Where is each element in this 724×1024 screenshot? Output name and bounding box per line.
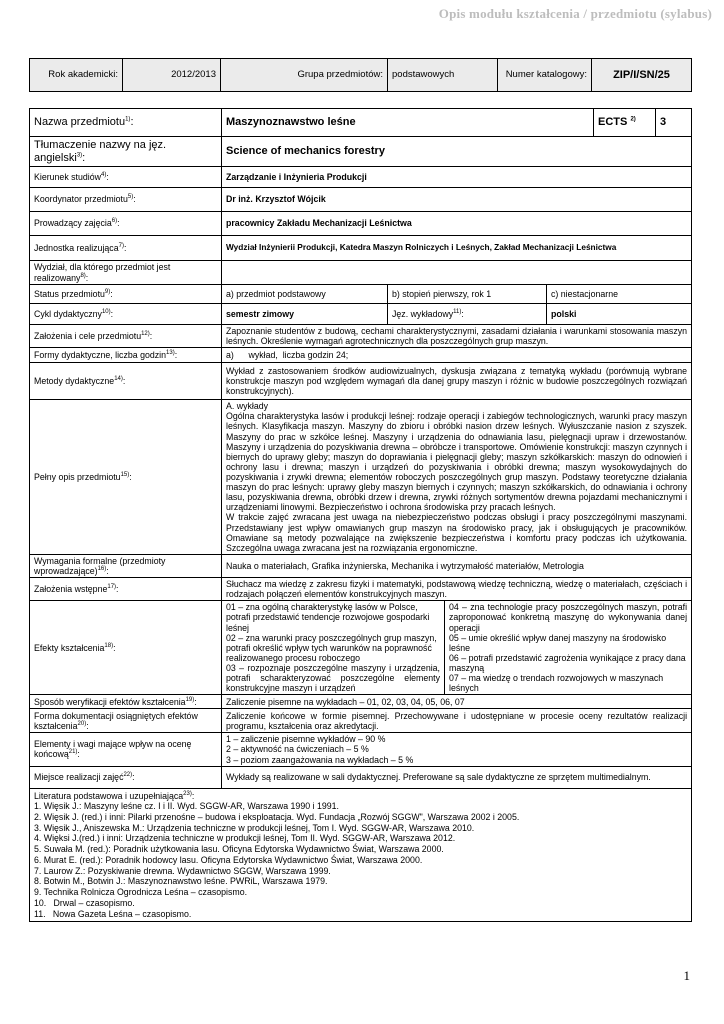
zalw-label-cell: Założenia wstępne$^{17)}$: [30, 578, 222, 601]
lit-item-3: 3. Więsik J., Aniszewska M.: Urządzenia techniczne w produkcji leśnej, Tom I. Wyd. SGGW-AR, Warszawa 2010. [34, 822, 475, 833]
english-name: Science of mechanics forestry [222, 137, 692, 167]
efekt-03: 03 – rozpoznaje poszczególne maszyny i urządzenia, potrafi scharakteryzować poszczególne elementy konstrukcyjne maszyn i urządzeń [226, 662, 440, 694]
efekty-left-cell [222, 601, 445, 695]
nazwa-label-cell: Nazwa przedmiotu$^{1)}$: [30, 109, 222, 137]
spos-label-cell: Sposób weryfikacji efektów kształcenia$^{19)}$: [30, 695, 222, 709]
course-name: Maszynoznawstwo leśne [222, 109, 594, 137]
efekt-05: 05 – umie określić wpływ danej maszyny na środowisko leśne [449, 632, 667, 653]
rok-label: Rok akademicki: [30, 59, 123, 92]
status-a: a) przedmiot podstawowy [222, 285, 388, 304]
cykl-label-cell: Cykl dydaktyczny$^{10)}$: [30, 304, 222, 325]
lit-item-11: 11. Nowa Gazeta Leśna – czasopismo. [34, 908, 192, 919]
jez-label-cell: Jęz. wykładowy$^{11)}$: [388, 304, 547, 325]
zalw-value: Słuchacz ma wiedzę z zakresu fizyki i matematyki, podstawową wiedzę techniczną, wiedzę o materiałach, częściach i rodzajach połączeń elementów konstrukcyjnych maszyn. [222, 578, 692, 601]
forma-label-cell: Forma dokumentacji osiągniętych efektów kształcenia$^{20)}$: [30, 709, 222, 733]
lit-item-8: 8. Botwin M., Botwin J.: Maszynoznawstwo leśne. PWRiL, Warszawa 1979. [34, 876, 328, 887]
syllabus-table [29, 108, 692, 922]
ects-value: 3 [656, 109, 692, 137]
prow-value: pracownicy Zakładu Mechanizacji Leśnictwa [222, 212, 692, 236]
numer-label: Numer katalogowy: [498, 59, 592, 92]
metody-value: Wykład z zastosowaniem środków audiowizualnych, dyskusja związana z tematyką wykładu (porównują wybrane konstrukcje maszyn pod względem wymagań dla danej grupy maszyn i różnic w budowie poszczególnych rozwiązań konstrukcyjnych). [222, 363, 692, 400]
formy-label-cell: Formy dydaktyczne, liczba godzin$^{13)}$: [30, 348, 222, 363]
opis-paragraph-1: Ogólna charakterystyka lasów i produkcji leśnej: rodzaje operacji i zabiegów technologicznych, warunki pracy maszyn leśnych. Klasyfikacja maszyn. Maszyny do zbioru i obróbki nasion drzew leśnych. Wyłuszczanie nasion z szyszek. Maszyny do prac w szkółce leśnej. Maszyny i urządzenia do odnawiania lasu, pielęgnacji upraw i drzewostanów. Maszyny i urządzenia do pozyskiwania drewna – obróbcze i transportowe. Omówienie konstrukcji: maszyn czynnych i biernych do uprawy gleby; maszyn do doprawiania i pielęgnacji gleby; maszyn szkółkarskich: maszyn do odnowień i ochrony lasu i drewna; maszyn i urządzeń do pozyskiwania i obróbki drewna; maszyn wysokowydajnych do pozyskiwania i zrywki drewna; elementów roboczych poszczególnych grup maszyn. Podstawy teoretyczne działania maszyn do prac leśnych: uprawy gleby maszyn biernych i czynnych; maszyn szkółkarskich, do odnawiania i ochrony lasu, pozyskiwania drewna, obróbki drzew i drewna, zrywki różnych sortymentów drewna pojazdami mechanicznymi i urządzeniami linowymi. Bezpieczeństwo i ochrona środowiska przy pracach leśnych. [226, 411, 688, 513]
jedn-label-cell: Jednostka realizująca$^{7)}$: [30, 236, 222, 261]
grupa-value: podstawowych [388, 59, 498, 92]
literature-heading: Literatura podstawowa i uzupełniająca$^{23)}$: [34, 790, 195, 801]
efekt-04: 04 – zna technologie pracy poszczególnych maszyn, potrafi zaproponować konkretną maszynę do wykonywania danej operacji [449, 602, 688, 633]
tlum-label-cell: Tłumaczenie nazwy na jęz. angielski$^{3)}$: [30, 137, 222, 167]
status-label-cell: Status przedmiotu$^{9)}$: [30, 285, 222, 304]
header-info-table [29, 58, 692, 92]
efekt-02: 02 – zna warunki pracy poszczególnych grup maszyn, potrafi określić wpływ tych warunków na poprawność realizowanego procesu roboczego [226, 632, 437, 663]
ects-label: ECTS $^{2)}$ [594, 109, 656, 137]
spos-value: Zaliczenie pisemne na wykładach – 01, 02, 03, 04, 05, 06, 07 [222, 695, 692, 709]
miejsce-label-cell: Miejsce realizacji zajęć$^{22)}$: [30, 766, 222, 788]
wydz-label-cell: Wydział, dla którego przedmiot jest realizowany$^{8)}$: [30, 261, 222, 285]
kierunek-value: Zarządzanie i Inżynieria Produkcji [222, 167, 692, 188]
koord-label-cell: Koordynator przedmiotu$^{5)}$: [30, 188, 222, 212]
formy-value: a) wykład, liczba godzin 24; [222, 348, 692, 363]
opis-label-cell: Pełny opis przedmiotu$^{15)}$: [30, 400, 222, 555]
efekty-right-cell [445, 601, 692, 695]
rok-value: 2012/2013 [123, 59, 221, 92]
forma-value: Zaliczenie końcowe w formie pisemnej. Przechowywane i udostępniane w procesie oceny rezultatów realizacji programu, kształcenia oraz akredytacji. [222, 709, 692, 733]
efekt-07: 07 – ma wiedzę o trendach rozwojowych w maszynach leśnych [449, 673, 664, 694]
efekt-06: 06 – potrafi przedstawić zagrożenia wynikające z pracy dana maszyną [449, 652, 686, 673]
elem-item-2: 2 – aktywność na ćwiczeniach – 5 % [226, 744, 369, 755]
efekt-01: 01 – zna ogólną charakterystykę lasów w Polsce, potrafi przedstawić tendencje rozwojowe gospodarki leśnej [226, 602, 430, 633]
lit-item-4: 4. Więksi J.(red.) i inni: Urządzenia techniczne w produkcji leśnej, Tom II. Wyd. SGGW-AR, Warszawa 2012. [34, 833, 456, 844]
status-c: c) niestacjonarne [547, 285, 692, 304]
lit-item-1: 1. Więsik J.: Maszyny leśne cz. I i II. Wyd. SGGW-AR, Warszawa 1990 i 1991. [34, 801, 339, 812]
miejsce-value: Wykłady są realizowane w sali dydaktycznej. Preferowane są sale dydaktyczne ze sprzętem multimedialnym. [222, 766, 692, 788]
opis-value-cell [222, 400, 692, 555]
elem-item-3: 3 – poziom zaangażowania na wykładach – 5 % [226, 754, 414, 765]
lit-item-9: 9. Technika Rolnicza Ogrodnicza Leśna – czasopismo. [34, 887, 248, 898]
opis-paragraph-2: W trakcie zajęć zwracana jest uwaga na niebezpieczeństwo podczas obsługi i pracy poszczególnymi maszynami. Przedstawiany jest wpływ omawianych grup maszyn na środowisko pracy, jak i obsługujących je pracowników. Omawiane są metody pozwalające na zwiększenie bezpieczeństwa i komfortu pracy podczas ich użytkowania. Szczególna uwaga zwracana jest na rozwiązania ergonomiczne. [226, 512, 688, 553]
kierunek-label-cell: Kierunek studiów$^{4)}$: [30, 167, 222, 188]
lit-item-7: 7. Laurow Z.: Pozyskiwanie drewna. Wydawnictwo SGGW, Warszawa 1999. [34, 865, 331, 876]
lit-item-5: 5. Suwała M. (red.): Poradnik użytkowania lasu. Oficyna Edytorska Wydawnictwo Świat, Warszawa 2000. [34, 844, 444, 855]
zal-value: Zapoznanie studentów z budową, cechami charakterystycznymi, zasadami działania i warunkami stosowania maszyn leśnych. Określenie wymagań agrotechnicznych dla poszczególnych grup maszyn. [222, 325, 692, 348]
elem-value-cell [222, 733, 692, 766]
wydz-value [222, 261, 692, 285]
lit-item-10: 10. Drwal – czasopismo. [34, 897, 135, 908]
numer-value: ZIP/I/SN/25 [592, 59, 692, 92]
elem-item-1: 1 – zaliczenie pisemne wykładów – 90 % [226, 734, 386, 745]
efekty-label-cell: Efekty kształcenia$^{18)}$: [30, 601, 222, 695]
wym-value: Nauka o materiałach, Grafika inżynierska, Mechanika i wytrzymałość materiałów, Metrologia [222, 554, 692, 577]
koord-value: Dr inż. Krzysztof Wójcik [222, 188, 692, 212]
jedn-value: Wydział Inżynierii Produkcji, Katedra Maszyn Rolniczych i Leśnych, Zakład Mechanizacji Leśnictwa [222, 236, 692, 261]
status-b: b) stopień pierwszy, rok 1 [388, 285, 547, 304]
prow-label-cell: Prowadzący zajęcia$^{6)}$: [30, 212, 222, 236]
cykl-value: semestr zimowy [222, 304, 388, 325]
zal-label-cell: Założenia i cele przedmiotu$^{12)}$: [30, 325, 222, 348]
document-title: Opis modułu kształcenia / przedmiotu (sylabus) [438, 6, 712, 21]
wym-label-cell: Wymagania formalne (przedmioty wprowadzające)$^{16)}$: [30, 554, 222, 577]
page-number: 1 [683, 968, 690, 983]
lit-item-6: 6. Murat E. (red.): Poradnik hodowcy lasu. Oficyna Edytorska Wydawnictwo Świat, Warszawa 2000. [34, 854, 423, 865]
grupa-label: Grupa przedmiotów: [221, 59, 388, 92]
jez-value: polski [547, 304, 692, 325]
elem-label-cell: Elementy i wagi mające wpływ na ocenę końcową$^{21)}$: [30, 733, 222, 766]
metody-label-cell: Metody dydaktyczne$^{14)}$: [30, 363, 222, 400]
opis-heading: A. wykłady [226, 401, 269, 412]
literature-cell [30, 788, 692, 922]
lit-item-2: 2. Więsik J. (red.) i inni: Pilarki przenośne – budowa i eksploatacja. Wyd. Fundacja „Rozwój SGGW", Warszawa 2002 i 2005. [34, 812, 520, 823]
